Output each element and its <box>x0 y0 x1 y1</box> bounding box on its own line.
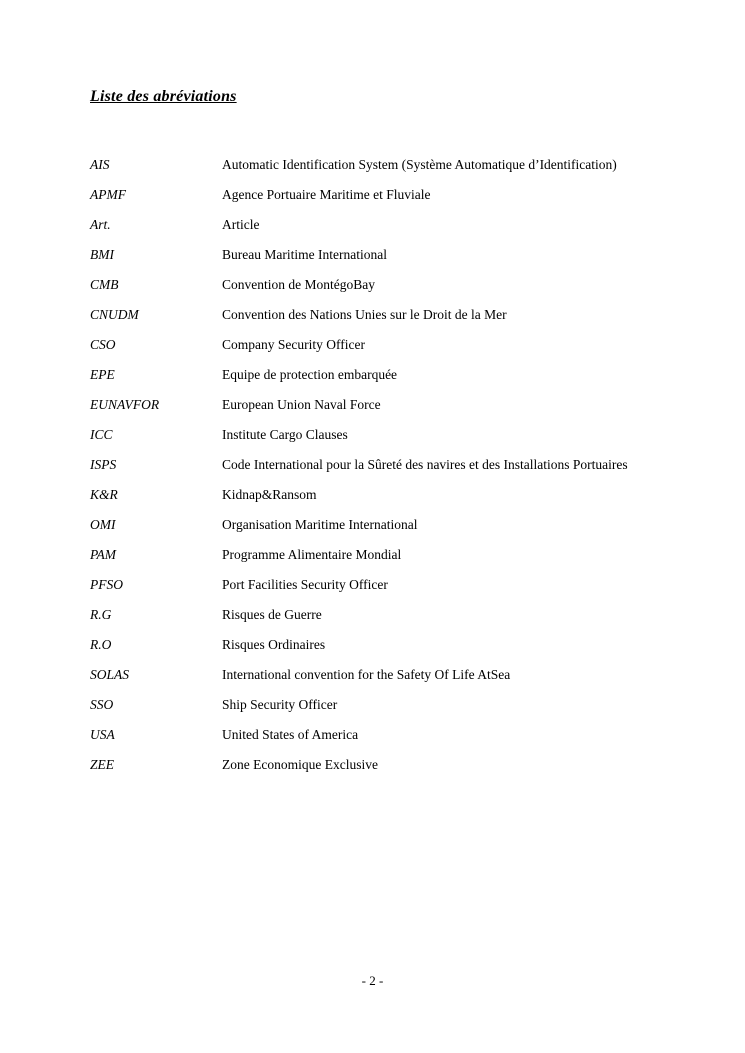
abbreviation-row <box>90 156 645 173</box>
abbreviation-definition: Institute Cargo Clauses <box>222 427 348 442</box>
abbreviation-row <box>90 306 645 323</box>
abbreviation-term: R.G <box>90 607 112 622</box>
abbreviation-definition: Port Facilities Security Officer <box>222 577 388 592</box>
abbreviation-term: AIS <box>90 157 110 172</box>
page-content <box>90 88 645 786</box>
abbreviation-term: Art. <box>90 217 111 232</box>
abbreviation-row <box>90 606 645 623</box>
abbreviation-term: PAM <box>90 547 116 562</box>
abbreviation-row <box>90 186 645 203</box>
abbreviation-definition: Risques Ordinaires <box>222 637 326 652</box>
abbreviation-term: ISPS <box>90 457 117 472</box>
abbreviation-definition: Code International pour la Sûreté des navires et des Installations Portuaires <box>222 457 628 472</box>
abbreviation-row <box>90 216 645 233</box>
abbreviation-definition: Zone Economique Exclusive <box>222 757 378 772</box>
abbreviation-row <box>90 246 645 263</box>
abbreviation-term: CNUDM <box>90 307 139 322</box>
abbreviation-row <box>90 726 645 743</box>
abbreviation-definition: Equipe de protection embarquée <box>222 367 398 382</box>
abbreviation-definition: European Union Naval Force <box>222 397 381 412</box>
abbreviation-term: SOLAS <box>90 667 130 682</box>
abbreviation-term: EUNAVFOR <box>90 397 160 412</box>
abbreviation-row <box>90 756 645 773</box>
abbreviation-term: ZEE <box>90 757 115 772</box>
abbreviation-definition: Company Security Officer <box>222 337 365 352</box>
abbreviation-term: R.O <box>90 637 112 652</box>
abbreviation-row <box>90 516 645 533</box>
abbreviation-row <box>90 486 645 503</box>
abbreviation-definition: Article <box>222 217 260 232</box>
abbreviation-row <box>90 276 645 293</box>
page-number: - 2 - <box>361 973 384 988</box>
abbreviation-term: EPE <box>90 367 115 382</box>
abbreviation-list <box>90 156 645 773</box>
abbreviation-row <box>90 426 645 443</box>
abbreviation-definition: Kidnap&Ransom <box>222 487 317 502</box>
page-title: Liste des abréviations <box>90 88 237 105</box>
abbreviation-definition: Automatic Identification System (Système Automatique d’Identification) <box>222 157 617 172</box>
abbreviation-row <box>90 546 645 563</box>
abbreviation-term: USA <box>90 727 115 742</box>
abbreviation-definition: Risques de Guerre <box>222 607 322 622</box>
abbreviation-definition: International convention for the Safety Of Life AtSea <box>222 667 511 682</box>
abbreviation-term: K&R <box>90 487 118 502</box>
abbreviation-row <box>90 666 645 683</box>
abbreviation-definition: Convention de MontégoBay <box>222 277 375 292</box>
abbreviation-term: APMF <box>90 187 126 202</box>
abbreviation-definition: United States of America <box>222 727 359 742</box>
abbreviation-definition: Ship Security Officer <box>222 697 338 712</box>
abbreviation-definition: Organisation Maritime International <box>222 517 418 532</box>
abbreviation-term: CMB <box>90 277 119 292</box>
abbreviation-row <box>90 576 645 593</box>
abbreviation-definition: Bureau Maritime International <box>222 247 387 262</box>
abbreviation-row <box>90 366 645 383</box>
abbreviation-term: CSO <box>90 337 116 352</box>
abbreviation-row <box>90 636 645 653</box>
abbreviation-term: BMI <box>90 247 114 262</box>
abbreviation-definition: Convention des Nations Unies sur le Droit de la Mer <box>222 307 507 322</box>
abbreviation-definition: Programme Alimentaire Mondial <box>222 547 402 562</box>
abbreviation-term: OMI <box>90 517 116 532</box>
abbreviation-row <box>90 696 645 713</box>
abbreviation-term: SSO <box>90 697 114 712</box>
abbreviation-row <box>90 336 645 353</box>
abbreviation-row <box>90 456 645 473</box>
abbreviation-term: PFSO <box>90 577 123 592</box>
abbreviation-definition: Agence Portuaire Maritime et Fluviale <box>222 187 431 202</box>
abbreviation-term: ICC <box>90 427 113 442</box>
abbreviation-row <box>90 396 645 413</box>
